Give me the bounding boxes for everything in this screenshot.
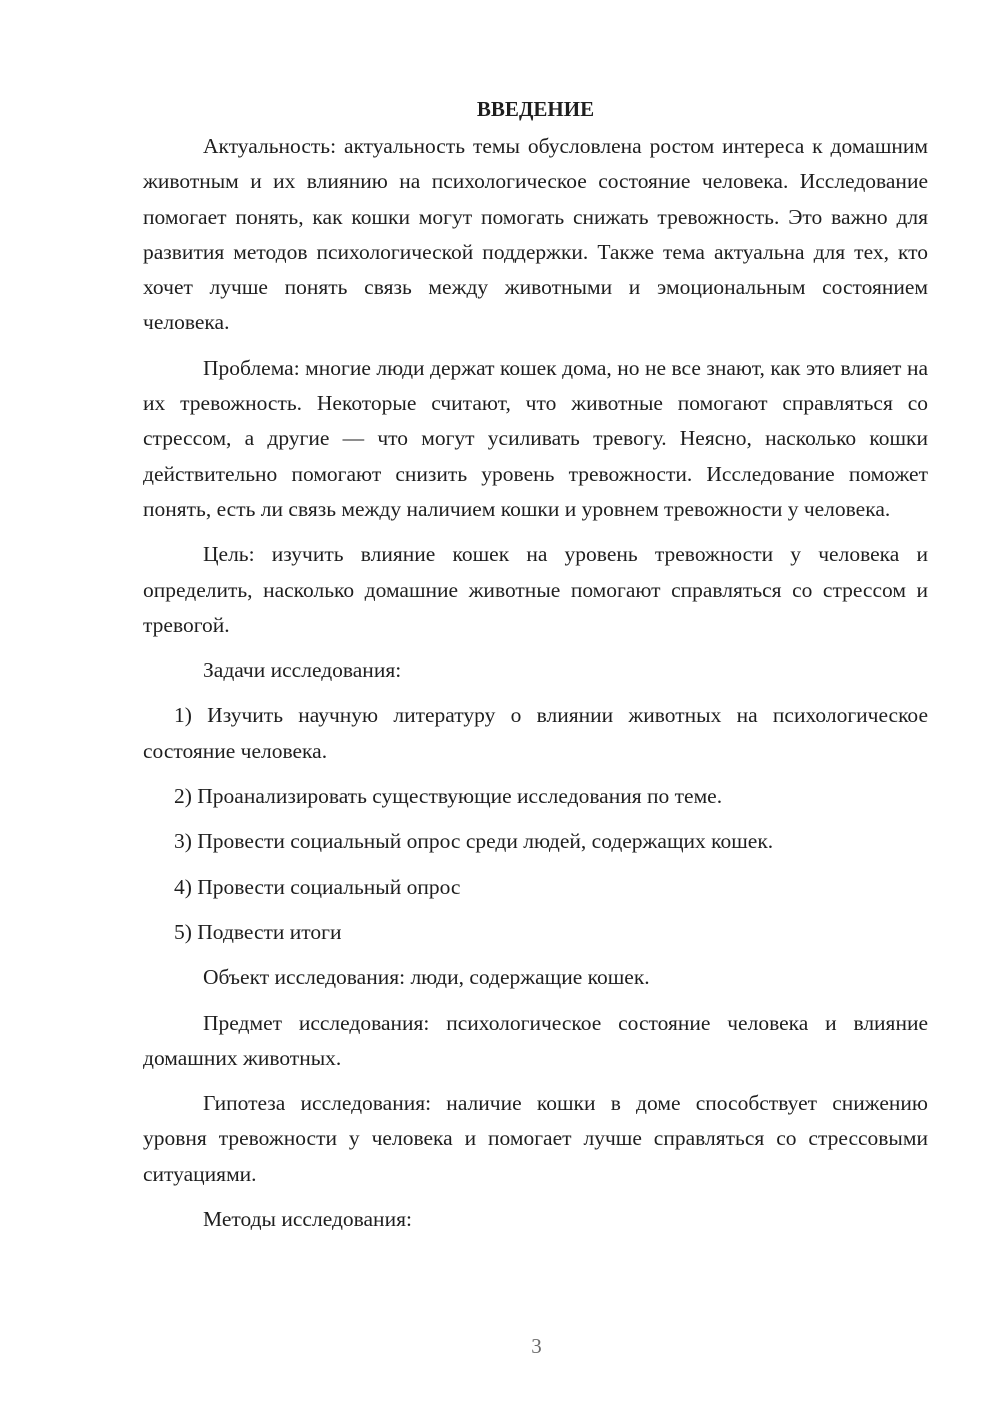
research-hypothesis: Гипотеза исследования: наличие кошки в доме способствует снижению уровня тревожности у человека и помогает лучше справляться со стрессовыми ситуациями. (143, 1091, 928, 1186)
problem-paragraph: Проблема: многие люди держат кошек дома, но не все знают, как это влияет на их тревожность. Некоторые считают, что животные помогают справляться со стрессом, а другие — что могут усиливать тревогу. Неясно, насколько кошки действительно помогают снизить уровень тревожности. Исследование поможет понять, есть ли связь между наличием кошки и уровнем тревожности у человека. (143, 355, 928, 521)
research-subject: Предмет исследования: психологическое состояние человека и влияние домашних животных. (143, 1010, 928, 1070)
page-title: ВВЕДЕНИЕ (476, 97, 595, 121)
methods-heading: Методы исследования: (203, 1207, 412, 1232)
page-number: 3 (531, 1334, 542, 1358)
research-object: Объект исследования: люди, содержащие кошек. (203, 965, 650, 990)
goal-paragraph: Цель: изучить влияние кошек на уровень тревожности у человека и определить, насколько домашние животные помогают справляться со стрессом и тревогой. (143, 542, 928, 637)
tasks-heading: Задачи исследования: (203, 658, 402, 683)
task-item-5: 5) Подвести итоги (174, 919, 342, 944)
task-item-4: 4) Провести социальный опрос (174, 874, 461, 899)
page-content (143, 92, 928, 1247)
task-item-1: 1) Изучить научную литературу о влиянии животных на психологическое состояние человека. (143, 703, 928, 763)
task-item-2: 2) Проанализировать существующие исследования по теме. (174, 784, 723, 809)
relevance-paragraph: Актуальность: актуальность темы обусловлена ростом интереса к домашним животным и их влиянию на психологическое состояние человека. Исследование помогает понять, как кошки могут помогать снижать тревожность. Это важно для развития методов психологической поддержки. Также тема актуальна для тех, кто хочет лучше понять связь между животными и эмоциональным состоянием человека. (143, 134, 928, 335)
task-item-3: 3) Провести социальный опрос среди людей, содержащих кошек. (174, 829, 774, 854)
